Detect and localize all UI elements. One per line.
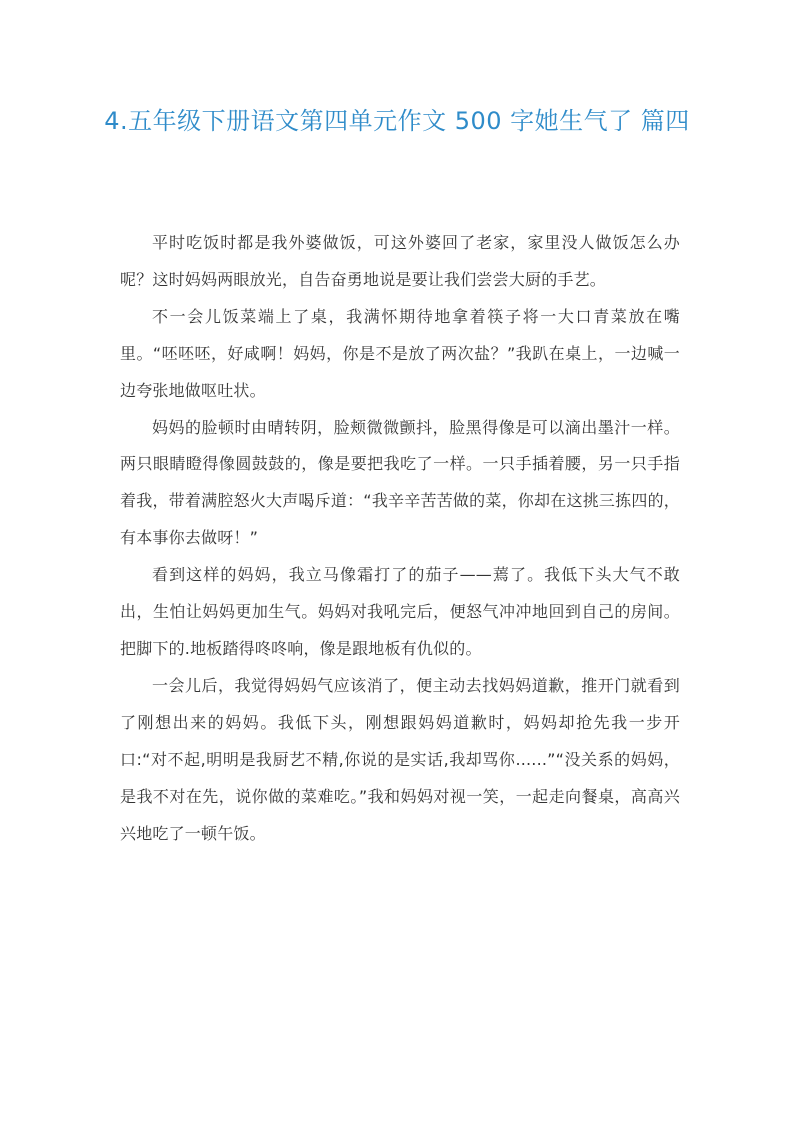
paragraph-1: 平时吃饭时都是我外婆做饭，可这外婆回了老家，家里没人做饭怎么办呢？这时妈妈两眼放光，自告奋勇地说是要让我们尝尝大厨的手艺。 [120,233,680,289]
essay-body [120,225,680,852]
page-title: 4.五年级下册语文第四单元作文 500 字她生气了 篇四 [104,107,690,135]
paragraph-3: 妈妈的脸顿时由晴转阴，脸颊微微颤抖，脸黑得像是可以滴出墨汁一样。两只眼睛瞪得像圆鼓鼓的，像是要把我吃了一样。一只手插着腰，另一只手指着我，带着满腔怒火大声喝斥道：“我辛辛苦苦做的菜，你却在这挑三拣四的，有本事你去做呀！” [120,417,680,548]
paragraph-5: 一会儿后，我觉得妈妈气应该消了，便主动去找妈妈道歉，推开门就看到了刚想出来的妈妈。我低下头，刚想跟妈妈道歉时，妈妈却抢先我一步开口:“对不起,明明是我厨艺不精,你说的是实话,我却骂你......”“没关系的妈妈，是我不对在先，说你做的菜难吃。”我和妈妈对视一笑，一起走向餐桌，高高兴兴地吃了一顿午饭。 [120,675,680,843]
paragraph-4: 看到这样的妈妈，我立马像霜打了的茄子——蔫了。我低下头大气不敢出，生怕让妈妈更加生气。妈妈对我吼完后，便怒气冲冲地回到自己的房间。把脚下的.地板踏得咚咚响，像是跟地板有仇似的。 [120,565,680,658]
paragraph-2: 不一会儿饭菜端上了桌，我满怀期待地拿着筷子将一大口青菜放在嘴里。“呸呸呸，好咸啊！妈妈，你是不是放了两次盐？”我趴在桌上，一边喊一边夸张地做呕吐状。 [120,306,680,400]
